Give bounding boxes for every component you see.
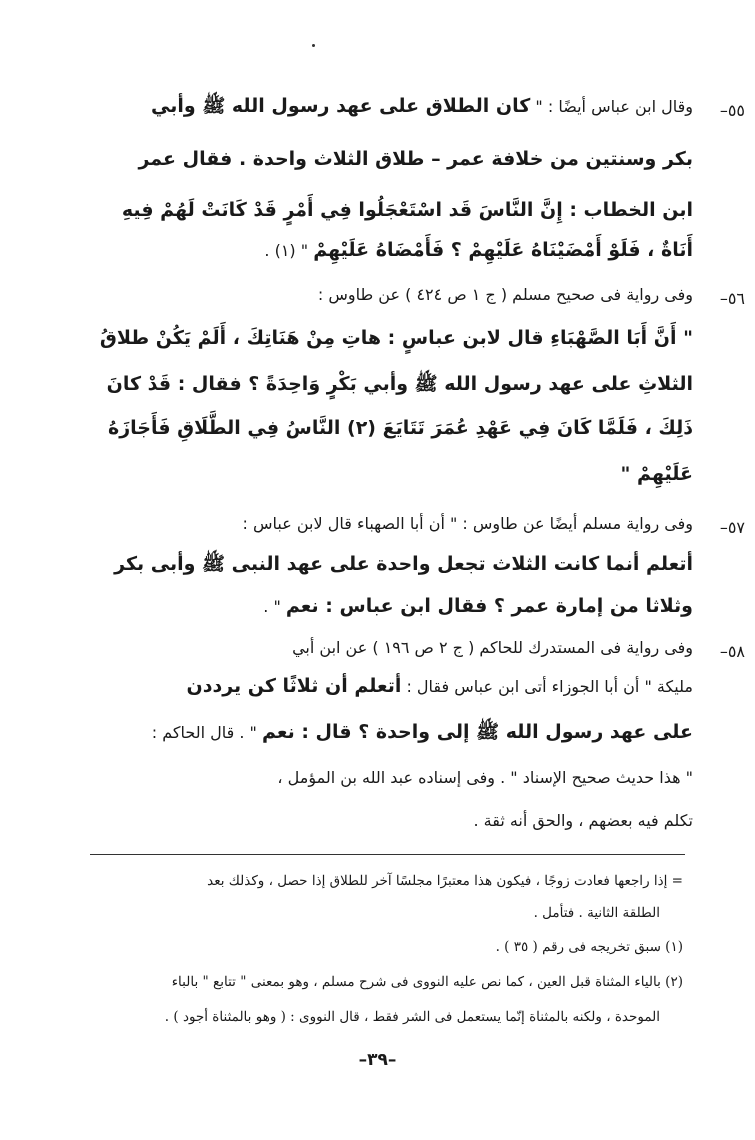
footnote-line: = إذا راجعها فعادت زوجًا ، فيكون هذا معتبرًا مجلسًا آخر للطلاق إذا حصل ، وكذلك بعد bbox=[207, 873, 683, 889]
entry-number: ٥٨– bbox=[719, 642, 745, 661]
text-line: ابن الخطاب : إِنَّ النَّاسَ قَد اسْتَعْجَلُوا فِي أَمْرٍ قَدْ كَانَتْ لَهُمْ فِيهِ bbox=[121, 199, 693, 221]
text-line: وفى رواية فى المستدرك للحاكم ( ج ٢ ص ١٩٦ ) عن ابن أبي bbox=[292, 638, 693, 657]
text-line: أتعلم أنما كانت الثلاث تجعل واحدة على عهد النبى ﷺ وأبى بكر bbox=[114, 553, 693, 575]
text-line: وفى رواية مسلم أيضًا عن طاوس : " أن أبا الصهباء قال لابن عباس : bbox=[242, 514, 693, 533]
page-mark bbox=[312, 44, 315, 47]
footnote-divider bbox=[90, 854, 685, 855]
text-line: وثلاثا من إمارة عمر ؟ فقال ابن عباس : نعم " . bbox=[263, 595, 693, 617]
text-line: مليكة " أن أبا الجوزاء أتى ابن عباس فقال : أتعلم أن ثلاثًا كن يرددن bbox=[186, 675, 693, 697]
text-line: " أَنَّ أَبَا الصَّهْبَاءِ قال لابن عباسٍ : هاتِ مِنْ هَنَاتِكَ ، أَلَمْ يَكُنْ طلاقُ bbox=[99, 327, 693, 349]
text-line: تكلم فيه بعضهم ، والحق أنه ثقة . bbox=[473, 811, 693, 830]
footnote-line: الطلقة الثانية . فتأمل . bbox=[533, 905, 660, 921]
text-line: عَلَيْهِمْ " bbox=[620, 463, 693, 485]
text-line: " هذا حديث صحيح الإسناد " . وفى إسناده عبد الله بن المؤمل ، bbox=[277, 768, 693, 787]
footnote-2: (٢) بالياء المثناة قبل العين ، كما نص عليه النووى فى شرح مسلم ، وهو بمعنى " تتابع " بالباء bbox=[171, 974, 683, 990]
text-line: الثلاثِ على عهد رسول الله ﷺ وأبي بَكْرٍ وَاحِدَةً ؟ فقال : قَدْ كانَ bbox=[106, 373, 693, 395]
footnote-line: الموحدة ، ولكنه بالمثناة إنّما يستعمل فى الشر فقط ، قال النووى : ( وهو بالمثناة أجود ) . bbox=[164, 1009, 660, 1025]
entry-number: ٥٦– bbox=[719, 289, 745, 308]
text-line: وفى رواية فى صحيح مسلم ( ج ١ ص ٤٢٤ ) عن طاوس : bbox=[317, 285, 693, 304]
entry-number: ٥٥– bbox=[719, 101, 745, 120]
text-line: على عهد رسول الله ﷺ إلى واحدة ؟ قال : نعم " . قال الحاكم : bbox=[151, 721, 693, 743]
text-line: وقال ابن عباس أيضًا : " كان الطلاق على عهد رسول الله ﷺ وأبي bbox=[151, 95, 693, 117]
text-line: أَنَاةٌ ، فَلَوْ أَمْضَيْنَاهُ عَلَيْهِمْ ؟ فَأَمْضَاهُ عَلَيْهِمْ " (١) . bbox=[264, 239, 693, 261]
text-line: ذَلِكَ ، فَلَمَّا كَانَ فِي عَهْدِ عُمَرَ تَتَايَعَ (٢) النَّاسُ فِي الطَّلَاقِ فَأَجَازَهُ bbox=[108, 417, 693, 439]
page-number: –٣٩– bbox=[358, 1050, 397, 1070]
footnote-1: (١) سبق تخريجه فى رقم ( ٣٥ ) . bbox=[495, 939, 683, 955]
entry-number: ٥٧– bbox=[719, 518, 745, 537]
text-line: بكر وسنتين من خلافة عمر – طلاق الثلاث واحدة . فقال عمر bbox=[138, 148, 693, 170]
